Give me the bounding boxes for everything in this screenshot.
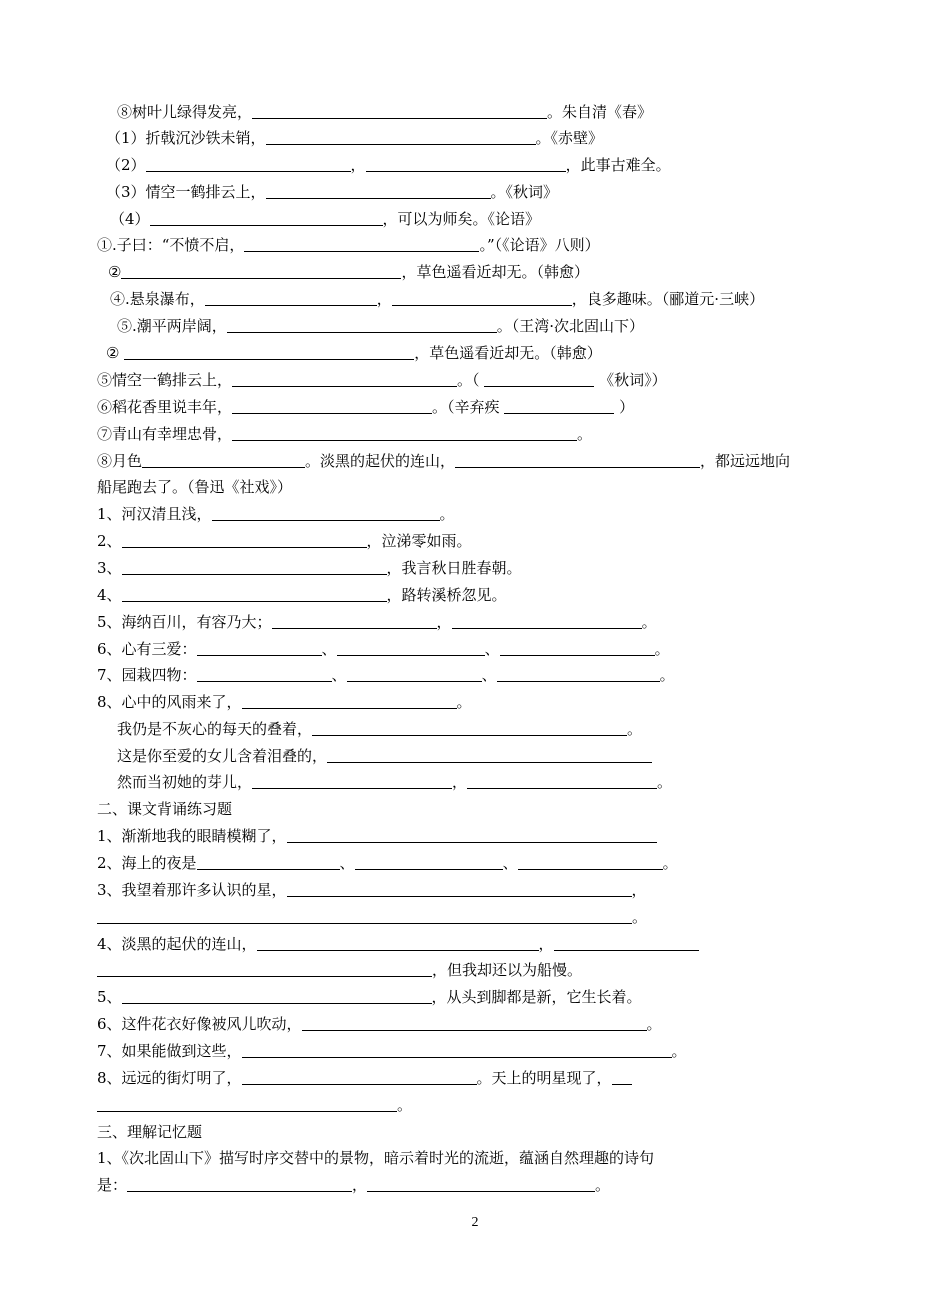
answer-blank[interactable] — [497, 665, 660, 682]
exercise-line — [97, 234, 600, 256]
line-text: 然而当初她的芽儿， — [117, 773, 253, 791]
exercise-line — [97, 1094, 412, 1116]
line-text: ⑧树叶儿绿得发亮， — [117, 103, 253, 121]
line-text: 。 — [456, 693, 472, 711]
line-text: 。（王湾·次北固山下） — [496, 317, 645, 335]
answer-blank[interactable] — [97, 960, 432, 977]
answer-blank[interactable] — [212, 504, 440, 521]
line-text: （3）情空一鹤排云上， — [106, 183, 266, 201]
line-text: 2、 — [97, 532, 122, 550]
answer-blank[interactable] — [392, 289, 572, 306]
line-text: 8、心中的风雨来了， — [97, 693, 242, 711]
line-text: ， — [631, 881, 647, 899]
line-text: 1、渐渐地我的眼睛模糊了， — [97, 827, 287, 845]
line-text: ，草色遥看近却无。（韩愈） — [414, 344, 602, 362]
line-text: 1、《次北固山下》描写时序交替中的景物，暗示着时光的流逝，蕴涵自然理趣的诗句 — [97, 1149, 655, 1167]
line-text: 我仍是不灰心的每天的叠着， — [117, 720, 313, 738]
answer-blank[interactable] — [232, 370, 457, 387]
answer-blank[interactable] — [252, 102, 547, 119]
line-text: 。天上的明星现了， — [476, 1069, 612, 1087]
line-text: 。 — [671, 1042, 687, 1060]
line-text: ⑥稻花香里说丰年， — [97, 398, 233, 416]
line-text: ，泣涕零如雨。 — [366, 532, 472, 550]
exercise-line — [106, 181, 558, 203]
line-text: 、 — [484, 640, 500, 658]
answer-blank[interactable] — [367, 1175, 595, 1192]
answer-blank[interactable] — [287, 880, 632, 897]
line-text: ，从头到脚都是新，它生长着。 — [431, 988, 642, 1006]
line-text: 。 — [397, 1096, 413, 1114]
answer-blank[interactable] — [484, 370, 594, 387]
exercise-line — [117, 101, 652, 123]
answer-blank[interactable] — [337, 639, 485, 656]
line-text: ，草色遥看近却无。（韩愈） — [401, 263, 589, 281]
answer-blank[interactable] — [327, 746, 652, 763]
line-text: 。 — [439, 505, 455, 523]
line-text: 。（ — [457, 371, 485, 389]
answer-blank[interactable] — [347, 665, 482, 682]
line-text: 。淡黑的起伏的连山， — [305, 452, 456, 470]
exercise-line — [97, 1067, 632, 1089]
answer-blank[interactable] — [242, 1041, 672, 1058]
answer-blank[interactable] — [146, 155, 351, 172]
exercise-line — [117, 771, 672, 793]
exercise-line — [97, 503, 455, 525]
exercise-line — [97, 530, 472, 552]
answer-blank[interactable] — [97, 1095, 397, 1112]
line-text: ⑤情空一鹤排云上， — [97, 371, 233, 389]
line-text: ⑦青山有幸埋忠骨， — [97, 425, 233, 443]
line-text: 。”（《论语》八则） — [479, 236, 600, 254]
line-text: 《秋词》） — [594, 371, 667, 389]
answer-blank[interactable] — [197, 639, 322, 656]
answer-blank[interactable] — [244, 235, 479, 252]
answer-blank[interactable] — [197, 665, 332, 682]
exercise-line — [97, 959, 582, 981]
line-text: ② — [106, 344, 125, 362]
line-text: ，但我却还以为船慢。 — [432, 961, 583, 979]
line-text: ， — [452, 773, 468, 791]
exercise-line — [97, 986, 642, 1008]
exercise-line — [117, 718, 642, 740]
line-text: 、 — [481, 666, 497, 684]
line-text: 。 — [662, 854, 678, 872]
answer-blank[interactable] — [467, 772, 657, 789]
line-text: 3、我望着那许多认识的星， — [97, 881, 287, 899]
exercise-line — [97, 1121, 202, 1143]
line-text: ①.子曰：“不愤不启， — [97, 236, 245, 254]
answer-blank[interactable] — [124, 343, 414, 360]
exercise-line — [97, 450, 790, 472]
line-text: 。 — [627, 720, 643, 738]
exercise-line — [97, 798, 232, 820]
line-text: 二、课文背诵练习题 — [97, 800, 233, 818]
answer-blank[interactable] — [227, 316, 497, 333]
exercise-line — [108, 261, 589, 283]
exercise-line — [97, 369, 667, 391]
answer-blank[interactable] — [312, 719, 627, 736]
line-text: ，此事古难全。 — [565, 156, 671, 174]
line-text: 1、河汉清且浅， — [97, 505, 212, 523]
line-text: ④.悬泉瀑布， — [110, 290, 205, 308]
line-text: 4、淡黑的起伏的连山， — [97, 935, 257, 953]
line-text: ， — [352, 1176, 368, 1194]
line-text: ，我言秋日胜春朝。 — [386, 559, 522, 577]
exercise-line — [97, 611, 657, 633]
answer-blank[interactable] — [232, 424, 577, 441]
answer-blank[interactable] — [257, 934, 539, 951]
answer-blank[interactable] — [142, 451, 305, 468]
exercise-line — [97, 664, 675, 686]
line-text: ⑧月色 — [97, 452, 143, 470]
line-text: 。 — [659, 666, 675, 684]
line-text: 5、 — [97, 988, 122, 1006]
answer-blank[interactable] — [272, 612, 437, 629]
exercise-line — [97, 476, 292, 498]
line-text: 这是你至爱的女儿含着泪叠的， — [117, 747, 328, 765]
line-text: 。 — [646, 1015, 662, 1033]
line-text: 、 — [321, 640, 337, 658]
line-text: 2、海上的夜是 — [97, 854, 197, 872]
line-text: 7、如果能做到这些， — [97, 1042, 242, 1060]
answer-blank[interactable] — [197, 853, 340, 870]
line-text: 。《秋词》 — [490, 183, 559, 201]
line-text: 6、这件花衣好像被风儿吹动， — [97, 1015, 302, 1033]
answer-blank[interactable] — [266, 182, 491, 199]
answer-blank[interactable] — [504, 397, 614, 414]
line-text: 。朱自清《春》 — [547, 103, 653, 121]
line-text: ，都远远地向 — [700, 452, 791, 470]
exercise-line — [97, 1147, 654, 1169]
answer-blank[interactable] — [205, 289, 377, 306]
page-number: 2 — [471, 1215, 479, 1230]
line-text: 、 — [339, 854, 355, 872]
line-text: ，可以为师矣。《论语》 — [382, 210, 541, 228]
answer-blank[interactable] — [121, 262, 401, 279]
answer-blank[interactable] — [252, 772, 452, 789]
answer-blank[interactable] — [302, 1014, 647, 1031]
line-text: （4） — [110, 210, 150, 228]
exercise-line — [97, 825, 657, 847]
exercise-line — [97, 852, 678, 874]
exercise-line — [106, 154, 671, 176]
exercise-line — [106, 342, 602, 364]
answer-blank[interactable] — [500, 639, 655, 656]
answer-blank[interactable] — [242, 1068, 477, 1085]
line-text: 5、海纳百川，有容乃大； — [97, 613, 272, 631]
answer-blank[interactable] — [355, 853, 503, 870]
line-text: ， — [538, 935, 554, 953]
line-text: ，良多趣味。（郦道元·三峡） — [571, 290, 765, 308]
line-text: ② — [108, 263, 122, 281]
line-text: 。 — [632, 908, 648, 926]
line-text: 。（辛弃疾 — [432, 398, 505, 416]
answer-blank[interactable] — [122, 558, 387, 575]
line-text: （2） — [106, 156, 146, 174]
answer-blank[interactable] — [150, 209, 383, 226]
exercise-line — [97, 906, 647, 928]
exercise-line — [97, 584, 507, 606]
line-text: 。 — [641, 613, 657, 631]
line-text: 。 — [595, 1176, 611, 1194]
answer-blank[interactable] — [518, 853, 663, 870]
exercise-line — [97, 1013, 662, 1035]
exercise-line — [97, 423, 592, 445]
line-text: 8、远远的街灯明了， — [97, 1069, 242, 1087]
line-text: ， — [376, 290, 392, 308]
answer-blank[interactable] — [242, 692, 457, 709]
line-text: 。 — [654, 640, 670, 658]
line-text: ） — [614, 398, 635, 416]
line-text: 船尾跑去了。（鲁迅《社戏》） — [97, 478, 293, 496]
line-text: ⑤.潮平两岸阔， — [117, 317, 227, 335]
exercise-line — [97, 879, 647, 901]
line-text: 、 — [331, 666, 347, 684]
answer-blank[interactable] — [232, 397, 432, 414]
line-text: 。 — [577, 425, 593, 443]
exercise-line — [117, 745, 652, 767]
line-text: 三、理解记忆题 — [97, 1123, 203, 1141]
answer-blank[interactable] — [455, 451, 700, 468]
line-text: 、 — [502, 854, 518, 872]
exercise-line — [97, 933, 699, 955]
answer-blank[interactable] — [287, 826, 657, 843]
line-text: 。《赤壁》 — [535, 129, 604, 147]
line-text: ，路转溪桥忽见。 — [386, 586, 507, 604]
line-text: 6、心有三爱： — [97, 640, 197, 658]
line-text: 。 — [657, 773, 673, 791]
exercise-line — [110, 208, 540, 230]
line-text: 是： — [97, 1176, 128, 1194]
answer-blank[interactable] — [612, 1068, 632, 1085]
answer-blank[interactable] — [122, 585, 387, 602]
line-text: ， — [350, 156, 366, 174]
answer-blank[interactable] — [266, 128, 536, 145]
answer-blank[interactable] — [122, 531, 367, 548]
exercise-line — [97, 691, 472, 713]
line-text: 7、园栽四物： — [97, 666, 197, 684]
line-text: ， — [436, 613, 452, 631]
exercise-line — [97, 396, 634, 418]
answer-blank[interactable] — [366, 155, 566, 172]
answer-blank[interactable] — [127, 1175, 352, 1192]
line-text: （1）折戟沉沙铁未销， — [106, 129, 266, 147]
answer-blank[interactable] — [122, 987, 432, 1004]
exercise-line — [117, 315, 644, 337]
exercise-line — [97, 638, 670, 660]
exercise-line — [97, 557, 522, 579]
line-text: 3、 — [97, 559, 122, 577]
answer-blank[interactable] — [97, 907, 632, 924]
exercise-line — [110, 288, 764, 310]
exercise-line — [106, 127, 603, 149]
exercise-line — [97, 1040, 687, 1062]
line-text: 4、 — [97, 586, 122, 604]
answer-blank[interactable] — [452, 612, 642, 629]
answer-blank[interactable] — [554, 934, 699, 951]
exercise-line — [97, 1174, 610, 1196]
